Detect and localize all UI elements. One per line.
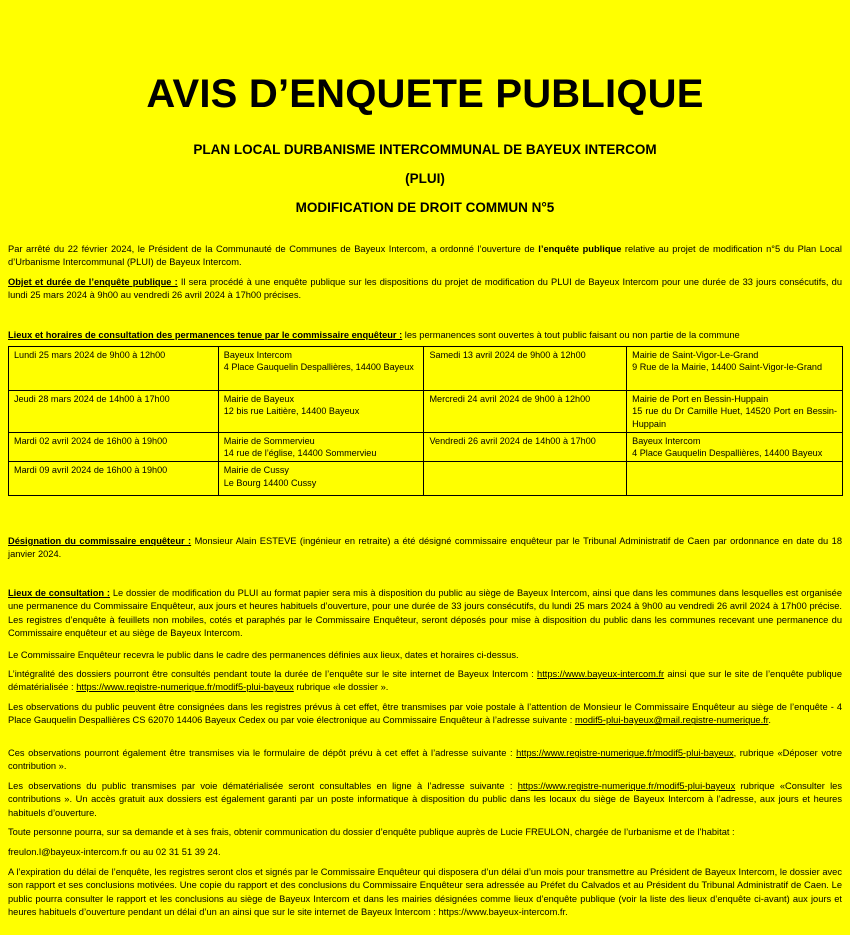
- date-cell: Lundi 25 mars 2024 de 9h00 à 12h00: [9, 347, 219, 391]
- integralite-paragraph: L’intégralité des dossiers pourront être consultés pendant toute la durée de l’enquête sur le site internet de Bayeux Intercom : https://www.bayeux-intercom.fr ainsi que sur le site de l’enquête publique dématérialisée : https://www.registre-numerique.fr/modif5-plui-bayeux rubrique «le dossier ».: [8, 669, 842, 693]
- expiration-paragraph: A l’expiration du délai de l’enquête, les registres seront clos et signés par le Commissaire Enquêteur qui disposera d’un délai d’un mois pour transmettre au Président de Bayeux Intercom, le dossier avec son rapport et ses conclusions motivées. Une copie du rapport et des conclusions du Commissaire Enquêteur sera adressée au Préfet du Calvados et au Président du Tribunal Administratif de Caen. Le public pourra consulter le rapport et les conclusions au siège de Bayeux Intercom et dans les mairies désignées comme lieux d’enquête publique (voir la liste des lieux d’enquête ci-avant) aux jours et heures habituels d’ouverture pendant un délai d’un an ainsi que sur le site internet de Bayeux Intercom : https://www.bayeux-intercom.fr.: [8, 867, 842, 917]
- registre-email-link[interactable]: modif5-plui-bayeux@mail.registre-numerique.fr: [574, 715, 769, 726]
- formulaire-paragraph: Ces observations pourront également être transmises via le formulaire de dépôt prévu à cet effet à l’adresse suivante : https://www.registre-numerique.fr/modif5-plui-bayeux, rubrique «Déposer votre contribution ».: [8, 748, 842, 772]
- date-cell: [424, 462, 627, 496]
- table-row: [9, 432, 843, 462]
- page-title: AVIS D’ENQUETE PUBLIQUE: [146, 72, 704, 116]
- location-cell: Mairie de Cussy Le Bourg 14400 Cussy: [218, 462, 424, 496]
- designation-paragraph: Désignation du commissaire enquêteur : Monsieur Alain ESTEVE (ingénieur en retraite) a été désigné commissaire enquêteur par le Tribunal Administratif de Caen par ordonnance en date du 18 janvier 2024.: [8, 536, 842, 560]
- date-cell: Vendredi 26 avril 2024 de 14h00 à 17h00: [424, 432, 627, 462]
- objet-label: Objet et durée de l’enquête publique :: [8, 277, 178, 287]
- location-cell: Bayeux Intercom 4 Place Gauquelin Despallières, 14400 Bayeux: [627, 432, 843, 462]
- table-row: [9, 462, 843, 496]
- location-cell: Mairie de Bayeux 12 bis rue Laitière, 14400 Bayeux: [218, 391, 424, 433]
- subtitle-modification: MODIFICATION DE DROIT COMMUN N°5: [295, 200, 555, 215]
- subtitle-plan: PLAN LOCAL DURBANISME INTERCOMMUNAL DE BAYEUX INTERCOM: [193, 142, 657, 157]
- location-cell: Mairie de Saint-Vigor-Le-Grand 9 Rue de la Mairie, 14400 Saint-Vigor-le-Grand: [627, 347, 843, 391]
- dematerialisee-paragraph: Les observations du public transmises par voie dématérialisée seront consultables en ligne à l’adresse suivante : https://www.registre-numerique.fr/modif5-plui-bayeux rubrique «Consulter les contributions ». Un accès gratuit aux dossiers est également garanti par un poste informatique à disposition du public dans les locaux du siège de Bayeux Intercom à l’adresse, aux jours et heures habituels d’ouverture.: [8, 781, 843, 818]
- permanences-table: [8, 346, 843, 496]
- intro-paragraph: Par arrêté du 22 février 2024, le Président de la Communauté de Communes de Bayeux Intercom, a ordonné l’ouverture de l’enquête publique relative au projet de modification n°5 du Plan Local d’Urbanisme Intercommunal (PLUI) de Bayeux Intercom.: [8, 244, 842, 268]
- subtitle-plui: (PLUI): [405, 171, 445, 186]
- date-cell: Samedi 13 avril 2024 de 9h00 à 12h00: [424, 347, 627, 391]
- contributions-link[interactable]: https://www.registre-numerique.fr/modif5-plui-bayeux: [517, 781, 736, 791]
- communication-paragraph: Toute personne pourra, sur sa demande et à ses frais, obtenir communication du dossier d’enquête publique auprès de Lucie FREULON, chargée de l’urbanisme et de l’habitat :: [8, 827, 735, 837]
- lieux-horaires-label: Lieux et horaires de consultation des permanences tenue par le commissaire enquêteur :: [8, 330, 403, 340]
- consultation-paragraph: Lieux de consultation : Le dossier de modification du PLUI au format papier sera mis à disposition du public au siège de Bayeux Intercom, ainsi que dans les communes dans lesquelles est organisée une permanence du Commissaire Enquêteur, aux jours et heures habituels d’ouverture, pour une durée de 33 jours consécutifs, du lundi 25 mars 2024 à 9h00 au vendredi 26 avril 2024 à 17h00 précise. Les registres d’enquête à feuillets non mobiles, cotés et paraphés par le Commissaire Enquêteur, seront déposés pour mise à disposition du public dans les communes recevant une permanence du Commissaire enquêteur et au siège de Bayeux Intercom.: [8, 588, 842, 638]
- objet-paragraph: Objet et durée de l’enquête publique : Il sera procédé à une enquête publique sur les dispositions du projet de modification du PLUI de Bayeux Intercom pour une durée de 33 jours consécutifs, du lundi 25 mars 2024 à 9h00 au vendredi 26 avril 2024 à 17h00 précises.: [8, 277, 842, 301]
- date-cell: Mercredi 24 avril 2024 de 9h00 à 12h00: [424, 391, 627, 433]
- recevra-paragraph: Le Commissaire Enquêteur recevra le public dans le cadre des permanences définies aux lieux, dates et horaires ci-dessus.: [8, 650, 519, 660]
- table-row: [9, 347, 843, 391]
- location-cell: Mairie de Port en Bessin-Huppain 15 rue du Dr Camille Huet, 14520 Port en Bessin-Huppain: [627, 391, 843, 433]
- lieux-horaires-paragraph: Lieux et horaires de consultation des permanences tenue par le commissaire enquêteur : les permanences sont ouvertes à tout public faisant ou non partie de la commune: [8, 330, 740, 340]
- date-cell: Mardi 09 avril 2024 de 16h00 à 19h00: [9, 462, 219, 496]
- registre-numerique-link[interactable]: https://www.registre-numerique.fr/modif5-plui-bayeux: [76, 682, 294, 693]
- bayeux-intercom-link[interactable]: https://www.bayeux-intercom.fr: [537, 669, 665, 679]
- designation-label: Désignation du commissaire enquêteur :: [8, 536, 192, 546]
- observations-postale-paragraph: Les observations du public peuvent être consignées dans les registres prévus à cet effet, être transmises par voie postale à l’attention de Monsieur le Commissaire Enquêteur au siège de l’enquête - 4 Place Gauquelin Despallières CS 62070 14406 Bayeux Cedex ou par voie électronique au Commissaire Enquêteur à l’adresse suivante : modif5-plui-bayeux@mail.registre-numerique.fr.: [8, 702, 842, 726]
- consultation-label: Lieux de consultation :: [8, 588, 111, 598]
- date-cell: Jeudi 28 mars 2024 de 14h00 à 17h00: [9, 391, 219, 433]
- table-row: [9, 391, 843, 433]
- contact-line: freulon.l@bayeux-intercom.fr ou au 02 31 51 39 24.: [8, 847, 221, 857]
- formulaire-link[interactable]: https://www.registre-numerique.fr/modif5-plui-bayeux: [516, 748, 734, 758]
- location-cell: [627, 462, 843, 496]
- date-cell: Mardi 02 avril 2024 de 16h00 à 19h00: [9, 432, 219, 462]
- location-cell: Mairie de Sommervieu 14 rue de l’église, 14400 Sommervieu: [218, 432, 424, 462]
- location-cell: Bayeux Intercom 4 Place Gauquelin Despallières, 14400 Bayeux: [218, 347, 424, 391]
